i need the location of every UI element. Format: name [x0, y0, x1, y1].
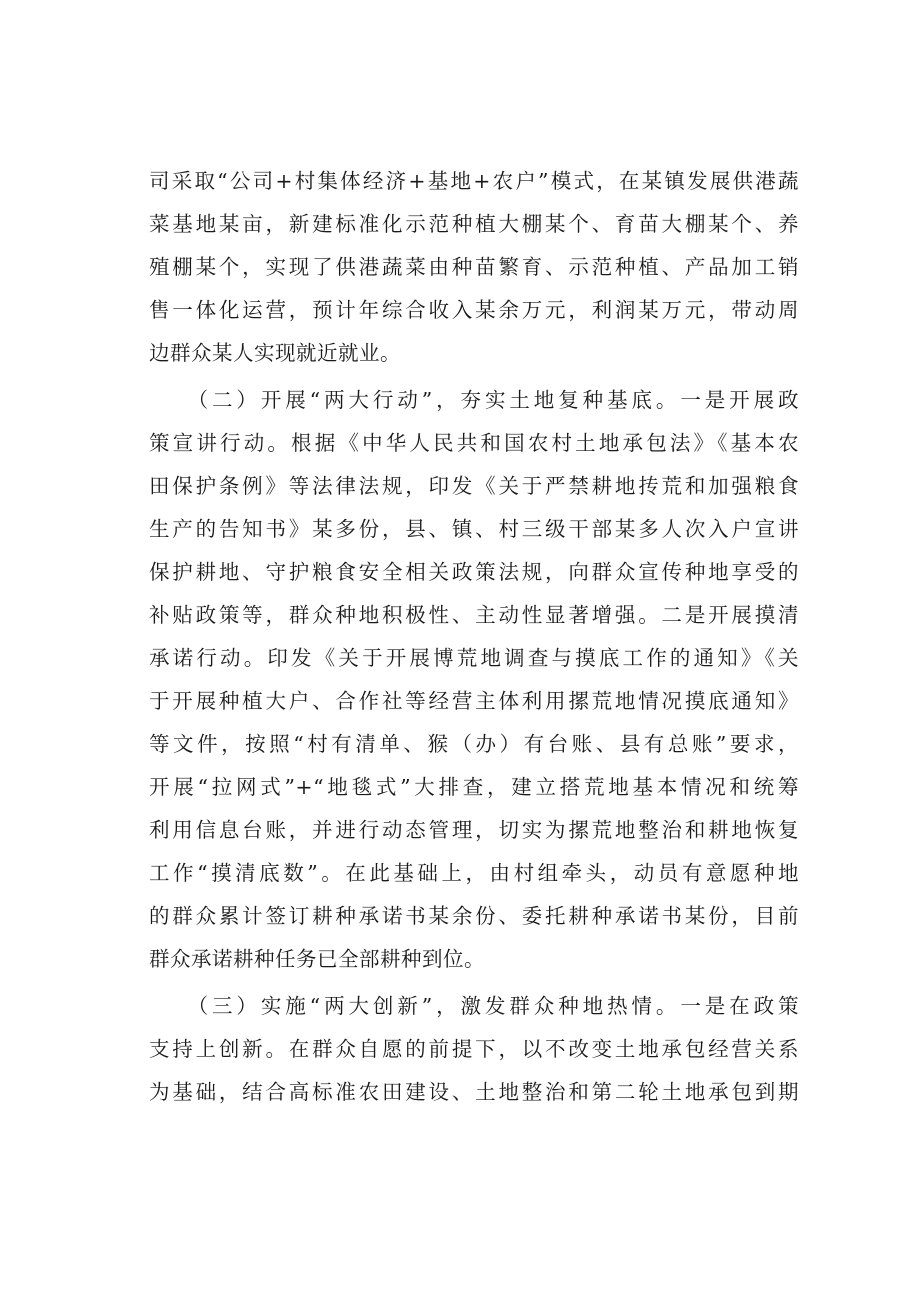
- paragraph-3: [149, 985, 799, 1114]
- text-line: 于开展种植大户、合作社等经营主体利用摞荒地情况摸底通知》: [149, 689, 799, 713]
- text-line: 工作“摸清底数”。在此基础上，由村组牵头，动员有意愿种地: [149, 861, 799, 885]
- text-line: 为基础，结合高标准农田建设、土地整治和第二轮土地承包到期: [149, 1080, 799, 1104]
- text-line: 群众承诺耕种任务已全部耕种到位。: [149, 947, 485, 971]
- text-line: 菜基地某亩，新建标准化示范种植大棚某个、育苗大棚某个、养: [149, 212, 799, 236]
- text-line: 边群众某人实现就近就业。: [149, 341, 401, 365]
- text-line: 生产的告知书》某多份，县、镇、村三级干部某多人次入户宣讲: [149, 517, 799, 541]
- text-line: 承诺行动。印发《关于开展博荒地调查与摸底工作的通知》《关: [149, 646, 799, 670]
- text-line: 殖棚某个，实现了供港蔬菜由种苗繁育、示范种植、产品加工销: [149, 255, 799, 279]
- section-heading-line: （二）开展“两大行动”，夯实土地复种基底。一是开展政: [149, 388, 799, 412]
- body-text: [149, 160, 799, 1114]
- text-line: 利用信息台账，并进行动态管理，切实为摞荒地整治和耕地恢复: [149, 818, 799, 842]
- text-line: 的群众累计签订耕种承诺书某余份、委托耕种承诺书某份，目前: [149, 904, 799, 928]
- text-line: 补贴政策等，群众种地积极性、主动性显著增强。二是开展摸清: [149, 603, 799, 627]
- section-heading-line: （三）实施“两大创新”，激发群众种地热情。一是在政策: [149, 994, 799, 1018]
- text-line: 售一体化运营，预计年综合收入某余万元，利润某万元，带动周: [149, 298, 799, 322]
- text-line: 策宣讲行动。根据《中华人民共和国农村土地承包法》《基本农: [149, 431, 799, 455]
- text-line: 司采取“公司+村集体经济+基地+农户”模式，在某镇发展供港蔬: [149, 169, 799, 193]
- text-line: 支持上创新。在群众自愿的前提下，以不改变土地承包经营关系: [149, 1037, 799, 1061]
- paragraph-1: [149, 160, 799, 375]
- paragraph-2: [149, 379, 799, 981]
- text-line: 开展“拉网式”+“地毯式”大排查，建立搭荒地基本情况和统筹: [149, 775, 799, 799]
- text-line: 等文件，按照“村有清单、猴（办）有台账、县有总账”要求，: [149, 732, 799, 756]
- text-line: 田保护条例》等法律法规，印发《关于严禁耕地抟荒和加强粮食: [149, 474, 799, 498]
- text-line: 保护耕地、守护粮食安全相关政策法规，向群众宣传种地享受的: [149, 560, 799, 584]
